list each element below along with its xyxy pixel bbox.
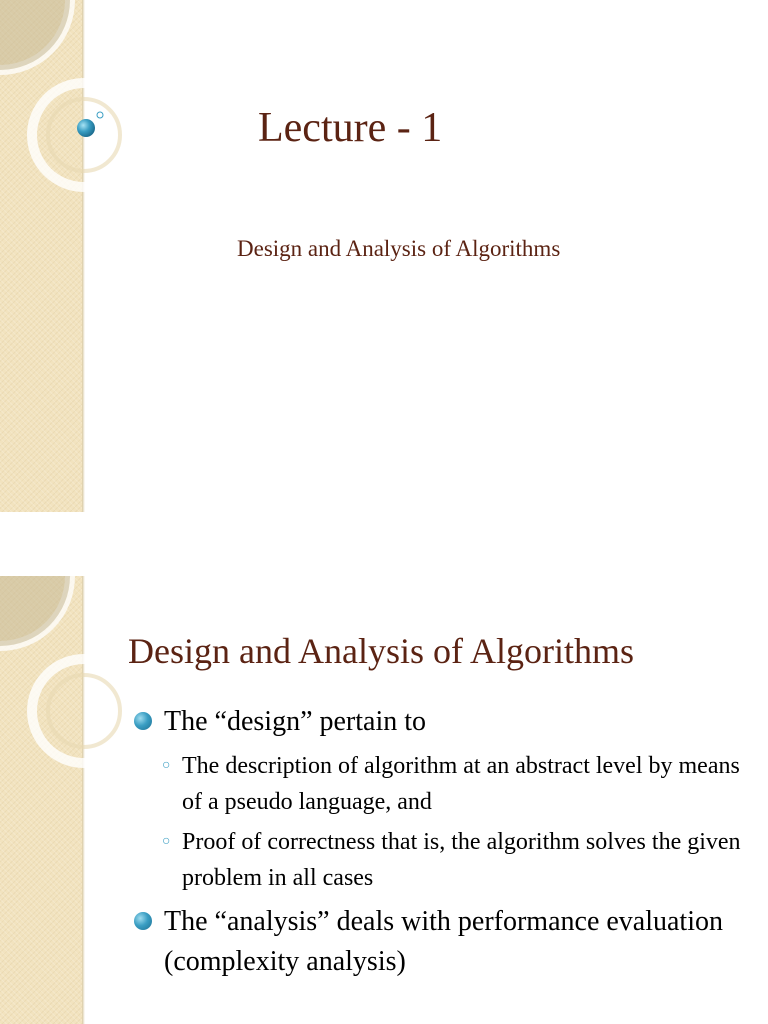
content-slide [0,576,768,1024]
sub-bullet-list [132,748,752,896]
ring-bullet-icon: ○ [162,834,171,849]
bullet-item [132,702,752,742]
blue-orb-bullet-icon [134,712,152,730]
blue-orb-icon [77,119,95,137]
bullet-item [132,902,752,982]
bullet-list [132,702,752,982]
sub-bullet-item [132,824,752,896]
sub-bullet-item [132,748,752,820]
sub-bullet-text: The description of algorithm at an abstract level by means of a pseudo language, and [182,753,740,815]
bullet-text: The “design” pertain to [164,706,427,737]
bullet-text: The “analysis” deals with performance evaluation (complexity analysis) [164,906,723,977]
decorative-rings-icon [0,576,130,796]
decorative-rings-icon [0,0,130,260]
sub-bullet-text: Proof of correctness that is, the algorithm solves the given problem in all cases [182,829,741,891]
ring-bullet-icon: ○ [162,758,171,773]
slide-title: Lecture - 1 [258,105,443,151]
slide-title: Design and Analysis of Algorithms [128,631,634,671]
blue-orb-bullet-icon [134,912,152,930]
slide-subtitle: Design and Analysis of Algorithms [237,236,561,261]
